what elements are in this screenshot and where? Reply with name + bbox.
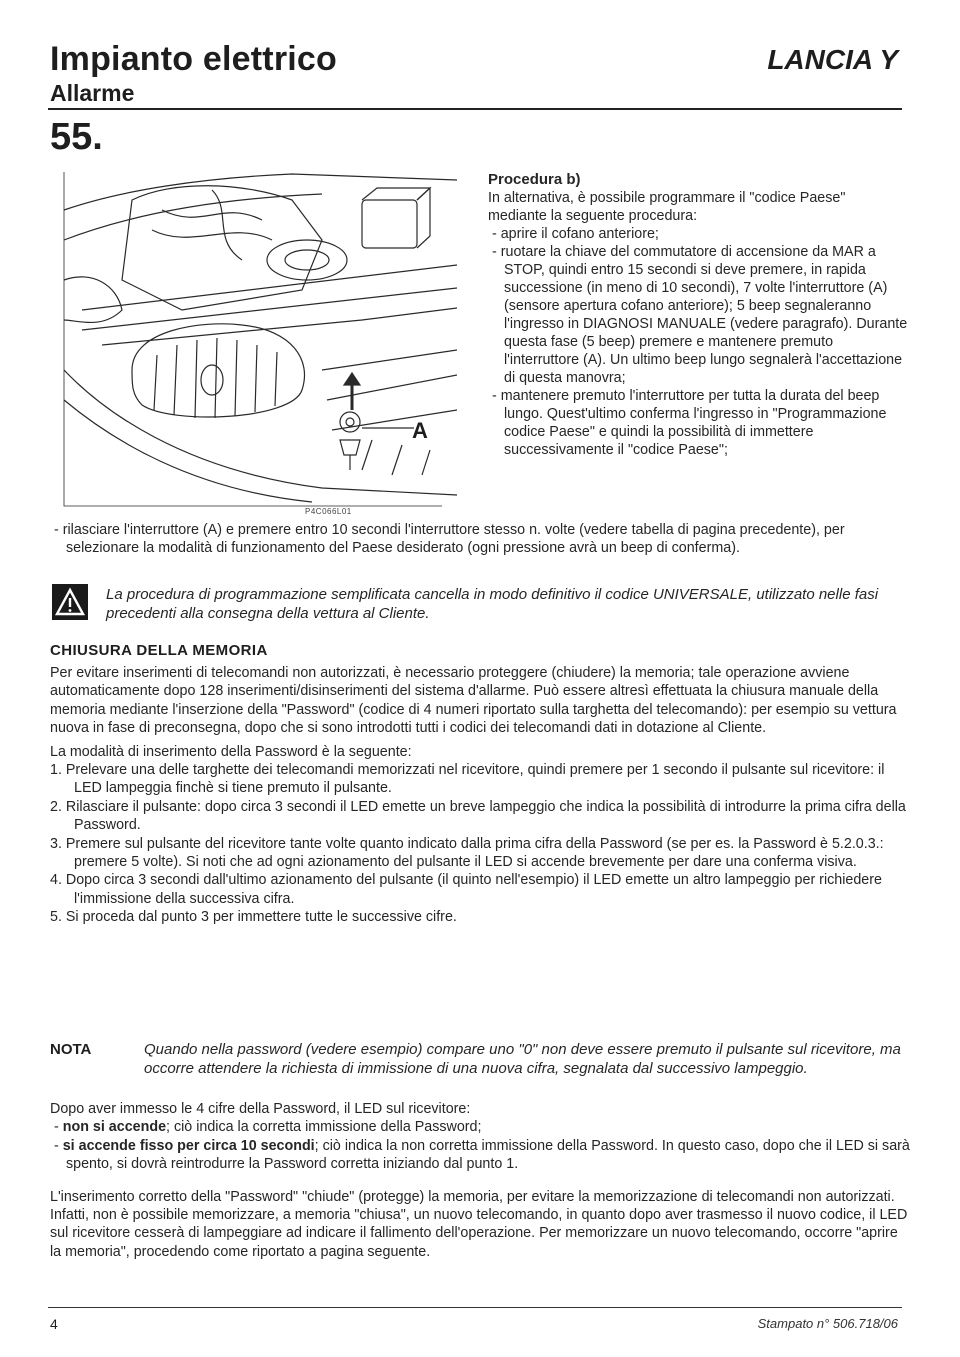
procedure-b-step: - aprire il cofano anteriore;: [492, 226, 659, 242]
figure-code: P4C066L01: [305, 507, 352, 516]
engine-bay-illustration: [62, 170, 457, 508]
after-bullet: - non si accende; ciò indica la corretta immissione della Password;: [54, 1119, 482, 1136]
header-divider: [48, 108, 902, 110]
after-password-body: [50, 1100, 910, 1261]
after-paragraph: Infatti, non è possibile memorizzare, a memoria "chiusa", un nuovo telecomando, in quanto dopo aver trasmesso il nuovo codice, il LED sul ricevitore cesserà di lampeggiare ad indicare il fallimento dell'operazione. Per memorizzare un nuovo telecomando, occorre "aprire la memoria", procedendo come riportato a pagina seguente.: [50, 1207, 908, 1260]
nota-label: NOTA: [50, 1041, 92, 1058]
memory-paragraph: La modalità di inserimento della Password è la seguente:: [50, 743, 412, 760]
procedure-b-step-final: - rilasciare l'interruttore (A) e premere entro 10 secondi l'interruttore stesso n. volte (vedere tabella di pagina precedente), per selezionare la modalità di funzionamento del Paese desiderato (ogni pressione avrà un beep di conferma).: [54, 522, 845, 557]
memory-body: [50, 664, 910, 927]
footer-divider: [48, 1307, 902, 1308]
print-reference: Stampato n° 506.718/06: [757, 1316, 898, 1331]
procedure-b-column: [488, 171, 908, 459]
password-step: 2. Rilasciare il pulsante: dopo circa 3 secondi il LED emette un breve lampeggio che indica la possibilità di introdurre la prima cifra della Password.: [50, 798, 906, 834]
password-steps-list: [50, 761, 910, 927]
warning-text: La procedura di programmazione semplificata cancella in modo definitivo il codice UNIVERSALE, utilizzato nelle fasi precedenti alla consegna della vettura al Cliente.: [106, 586, 879, 622]
nota-text: Quando nella password (vedere esempio) compare uno "0" non deve essere premuto il pulsante sul ricevitore, ma occorre attendere la richiesta di immissione di una nuova cifra, segnalata dal successivo lampeggio.: [144, 1041, 901, 1077]
warning-triangle-icon: [52, 584, 88, 620]
procedure-b-step: - mantenere premuto l'interruttore per tutta la durata del beep lungo. Quest'ultimo conferma l'ingresso in "Programmazione codice Paese" e quindi la possibilità di immettere successivamente il "codice Paese";: [492, 388, 887, 458]
brand-label: LANCIA Y: [767, 44, 898, 75]
after-bullet-rest: ; ciò indica la corretta immissione della Password;: [166, 1119, 482, 1136]
procedure-b-intro: In alternativa, è possibile programmare il "codice Paese" mediante la seguente procedura:: [488, 190, 846, 224]
password-step: 3. Premere sul pulsante del ricevitore tante volte quanto indicato dalla prima cifra della Password (se per es. la Password è 5.2.0.3.: premere 5 volte). Si noti che ad ogni azionamento del pulsante il LED si accende brevemente per dare una conferma visiva.: [50, 835, 884, 871]
page-title: Impianto elettrico: [50, 40, 337, 78]
memory-heading: CHIUSURA DELLA MEMORIA: [50, 642, 268, 659]
password-step: 1. Prelevare una delle targhette dei telecomandi memorizzati nel ricevitore, quindi premere per 1 secondo il pulsante sul ricevitore: il LED lampeggia finchè si tiene premuto il pulsante.: [50, 762, 885, 797]
password-step: 5. Si proceda dal punto 3 per immettere tutte le successive cifre.: [50, 909, 457, 926]
after-bullet-rest: ; ciò indica la non corretta immissione della Password. In questo caso, dopo che il LED si sarà spento, si dovrà reintrodurre la Password corretta iniziando dal punto 1.: [66, 1137, 910, 1173]
memory-paragraph: Per evitare inserimenti di telecomandi non autorizzati, è necessario proteggere (chiudere) la memoria; tale operazione avviene automaticamente dopo 128 inserimenti/disinserimenti del sistema d'allarme. Può essere altresì effettuata la chiusura manuale della memoria mediante l'inserzione della "Password" (codice di 4 numeri riportato sulla targhetta del telecomando): per esempio su vettura nuova in fase di preconsegna, dopo che si sono introdotti tutti i codici dei telecomandi dati in dotazione al Cliente.: [50, 665, 897, 737]
page-subtitle: Allarme: [50, 80, 135, 106]
after-bullet-bold: si accende fisso per circa 10 secondi: [62, 1137, 315, 1154]
after-bullet-bold: non si accende: [62, 1119, 167, 1136]
after-bullet: - si accende fisso per circa 10 secondi; ciò indica la non corretta immissione della Password. In questo caso, dopo che il LED si sarà spento, si dovrà reintrodurre la Password corretta iniziando dal punto 1.: [54, 1137, 910, 1173]
figure-label-a: A: [412, 418, 428, 443]
section-number: 55.: [50, 116, 103, 158]
after-paragraph: L'inserimento corretto della "Password" "chiude" (protegge) la memoria, per evitare la memorizzazione di telecomandi non autorizzati.: [50, 1188, 895, 1205]
procedure-b-heading: Procedura b): [488, 171, 581, 188]
page-number: 4: [50, 1316, 58, 1332]
procedure-b-step: - ruotare la chiave del commutatore di accensione da MAR a STOP, quindi entro 15 secondi si deve premere, in rapida successione (in meno di 10 secondi), 7 volte l'interruttore (A) (sensore apertura cofano anteriore); 5 beep segnaleranno l'ingresso in DIAGNOSI MANUALE (vedere paragrafo). Durante questa fase (5 beep) premere e mantenere premuto l'interruttore (A). Un ultimo beep lungo segnalerà l'accettazione di questa manovra;: [492, 244, 908, 386]
after-intro: Dopo aver immesso le 4 cifre della Password, il LED sul ricevitore:: [50, 1101, 471, 1117]
password-step: 4. Dopo circa 3 secondi dall'ultimo azionamento del pulsante (il quinto nell'esempio) il LED emette un altro lampeggio per richiedere l'immissione della successiva cifra.: [50, 872, 882, 907]
